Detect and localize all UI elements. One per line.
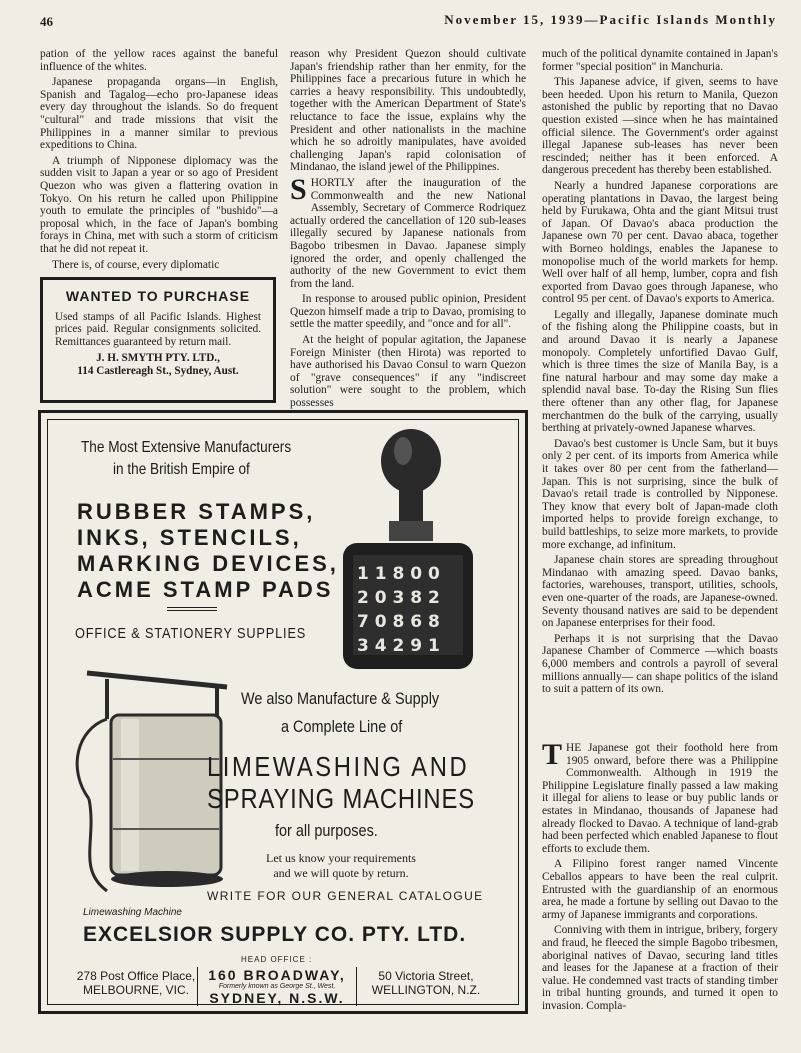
paragraph: much of the political dynamite contained in Japan's former "special position" in Manchuria. — [542, 48, 778, 73]
ad-requirements — [241, 851, 441, 881]
svg-text:3 4 2 9 1: 3 4 2 9 1 — [357, 636, 440, 656]
excelsior-supply-advertisement — [38, 410, 528, 1014]
wanted-title: WANTED TO PURCHASE — [65, 288, 251, 304]
paragraph-text: after the inauguration of the Commonwealth and the new National Assembly, Secretary of Commerce Rodriquez actually ordered the cancellation of 120 sub-leases illegally secured by Japanese nationals from Bagobo tribesmen in Davao. Japanese simply ignored the order, and openly challenged the authority of the new Government to evict them from the land. — [290, 176, 526, 290]
ad-divider — [167, 607, 217, 611]
page-number: 46 — [40, 14, 53, 29]
lead-word: HORTLY — [310, 176, 356, 189]
running-head: November 15, 1939—Pacific Islands Monthly — [444, 12, 777, 27]
ad-image-caption: Limewashing Machine — [83, 907, 182, 918]
article-column-1 — [40, 48, 278, 274]
ad-manufacture-line-2: a Complete Line of — [281, 717, 403, 736]
page-header — [0, 0, 801, 40]
address-line: WELLINGTON, N.Z. — [371, 983, 481, 997]
ad-product-1: RUBBER STAMPS, — [77, 499, 316, 524]
drop-cap: S — [290, 172, 307, 206]
paragraph: A triumph of Nipponese diplomacy was the sudden visit to Japan a year or so ago of President Quezon who was given a flattering ovation in Tokyo. On his return he called upon Philippine youth to emulate the principles of "bushido"—a proposal which, in the face of Japan's bombing forays in China, met with such a storm of criticism that he did not repeat it. — [40, 154, 278, 255]
wanted-firm: J. H. SMYTH PTY. LTD., — [96, 352, 220, 365]
paragraph: There is, of course, every diplomatic — [52, 258, 220, 271]
ad-intro-line-1: The Most Extensive Manufacturers — [81, 439, 292, 456]
svg-text:7 0 8 6 8: 7 0 8 6 8 — [357, 612, 440, 632]
ad-product-2: INKS, STENCILS, — [77, 525, 302, 550]
address-note: Formerly known as George St., West, — [218, 983, 336, 990]
ad-address-melbourne — [71, 969, 201, 997]
ad-intro-line-2: in the British Empire of — [113, 461, 250, 478]
lead-word: HE — [566, 742, 582, 754]
wanted-address: 114 Castlereagh St., Sydney, Aust. — [77, 364, 239, 377]
address-line: MELBOURNE, VIC. — [82, 983, 190, 997]
paragraph-dropcap — [542, 738, 778, 855]
article-column-3 — [542, 48, 778, 699]
ad-product-3: MARKING DEVICES, — [77, 551, 339, 576]
paragraph: Conniving with them in intrigue, bribery, forgery and fraud, he fleeced the simple Bagobo tribesmen, aboriginal natives of Davao, securing land titles and leases for the Japanese at a fraction of their value. He condemned vast tracts of standing timber in tribal hunting grounds, and turned it open to invasion. Compla- — [542, 924, 778, 1012]
paragraph-dropcap — [290, 172, 526, 290]
paragraph: pation of the yellow races against the baneful influence of the whites. — [40, 48, 278, 73]
paragraph: Japanese propaganda organs—in English, Spanish and Tagalog—echo pro-Japanese ideas every day throughout the islands. So do frequent "cultural" and trade missions that visit the Philippines in a manner similar to previous expeditions to China. — [40, 76, 278, 152]
ad-requirements-line-2: and we will quote by return. — [273, 866, 409, 880]
paragraph: A Filipino forest ranger named Vincente Ceballos appears to have been the real culprit. Entrusted with the guardianship of an enormous area, he made a fortune by selling out Davao to the army of Japanese immigrants and corporations. — [542, 858, 778, 921]
ad-company-name: EXCELSIOR SUPPLY CO. PTY. LTD. — [83, 923, 467, 946]
paragraph: This Japanese advice, if given, seems to have been heeded. Upon his return to Manila, Quezon astonished the public by reporting that no Davao question existed —since when he has maintained official silence. The Government's order against illegal Japanese sub-leases has never been rescinded; neither has it been enforced. A dangerous precedent has thereby been established. — [542, 76, 778, 177]
ad-spraying-heading: SPRAYING MACHINES — [207, 783, 475, 814]
ad-manufacture-line-1: We also Manufacture & Supply — [241, 689, 440, 708]
article-column-2 — [290, 48, 526, 413]
wanted-to-purchase-ad — [40, 277, 276, 403]
ad-address-sydney — [197, 967, 357, 1006]
address-line: SYDNEY, N.S.W. — [209, 990, 345, 1006]
paragraph: In response to aroused public opinion, President Quezon himself made a trip to Davao, promising to settle the matter speedily, and "once and for all". — [290, 293, 526, 331]
paragraph: Davao's best customer is Uncle Sam, but it buys only 2 per cent. of its imports from America while it takes over 80 per cent from the fatherland—Japan. This is not surprising, since the bulk of Davao's retail trade is controlled by Nipponese. They know that every bolt of Japan-made cloth imported helps to provide foreign exchange, to build battleships, to seize more markets, to provide more exchange, ad infinitum. — [542, 437, 778, 551]
ad-catalogue: WRITE FOR OUR GENERAL CATALOGUE — [207, 889, 484, 903]
paragraph: Legally and illegally, Japanese dominate much of the fishing along the Philippine coasts, but in and around Davao it is nearly a Japanese monopoly. Completely unfortified Davao Gulf, which is three times the size of Manila Bay, is a fine natural harbour and may some day make a splendid naval base. To-day the Rising Sun flies there oftener than any other flag, for Japanese merchantmen do the bulk of the carrying, usually berthing at privately-owned Japanese wharves. — [542, 308, 778, 435]
ad-product-4: ACME STAMP PADS — [77, 577, 334, 602]
svg-text:1 1 8 0 0: 1 1 8 0 0 — [357, 564, 440, 584]
paragraph: Perhaps it is not surprising that the Davao Japanese Chamber of Commerce —which boasts 6,000 members and controls a payroll of several millions annually— can shape politics of the island to suit a pattern of its own. — [542, 632, 778, 696]
ad-limewashing-heading: LIMEWASHING AND — [207, 751, 470, 782]
drop-cap: T — [542, 738, 563, 771]
svg-text:2 0 3 8 2: 2 0 3 8 2 — [357, 588, 440, 608]
address-line: 50 Victoria Street, — [378, 969, 474, 983]
address-line: 278 Post Office Place, — [76, 969, 196, 983]
stamp-machine-illustration — [335, 425, 481, 675]
ad-address-wellington — [361, 969, 491, 997]
paragraph: At the height of popular agitation, the Japanese Foreign Minister (then Hirota) was reported to have authorised his Davao Consul to warn Quezon of "grave consequences" if any "indiscreet solution" were sought to the problem, which possesses — [290, 334, 526, 410]
paragraph-text: Japanese got their foothold here from 1905 onward, before there was a Philippine Commonwealth. Although in 1919 the Philippine Legislature finally passed a law making it illegal for aliens to lease or buy public lands or estates in Mindanao, thousands of Japanese had already flocked to Davao. A technique of land-grab had been perfected which enabled Japanese to flout efforts to exclude them. — [542, 742, 778, 855]
paragraph: Nearly a hundred Japanese corporations are operating plantations in Davao, the largest being held by Furukawa, Ohta and the giant Mitsui trust of Japan. Of Davao's abaca production the Japanese own 70 per cent. Davao abaca, together with Borneo holdings, enables the Japanese to monopolise much of the world markets for hemp. Well over half of all hemp, lumber, copra and fish exported from Davao goes through Japanese, who control 95 per cent. of Davao's exports to America. — [542, 179, 778, 306]
paragraph: Japanese chain stores are spreading throughout Mindanao with amazing speed. Davao banks, factories, warehouses, transport, utilities, schools, even one-quarter of the roads, are Japanese-owned. Seventy thousand natives are said to be dependent on Japanese enterprises for their food. — [542, 554, 778, 630]
ad-requirements-line-1: Let us know your requirements — [266, 851, 416, 865]
wanted-body: Used stamps of all Pacific Islands. Highest prices paid. Regular consignments solicited. Remittances guaranteed by return mail. — [55, 310, 261, 348]
ad-office-supplies: OFFICE & STATIONERY SUPPLIES — [75, 625, 307, 642]
paragraph: reason why President Quezon should cultivate Japan's friendship rather than her enmity, for the Philippines face a precarious future in which he carries a heavy responsibility. This undoubtedly, together with the American Department of State's reluctance to face the issue, explains why the President and other nationalists in the machine which he so adroitly manipulates, have avoided challenging Japan's rapid colonisation of Mindanao, the island jewel of the Philippines. — [290, 48, 526, 174]
ad-head-office-label: HEAD OFFICE : — [241, 955, 313, 964]
ad-purposes: for all purposes. — [275, 821, 378, 840]
address-line: 160 BROADWAY, — [208, 967, 346, 983]
article-column-3-continued — [542, 738, 778, 1015]
